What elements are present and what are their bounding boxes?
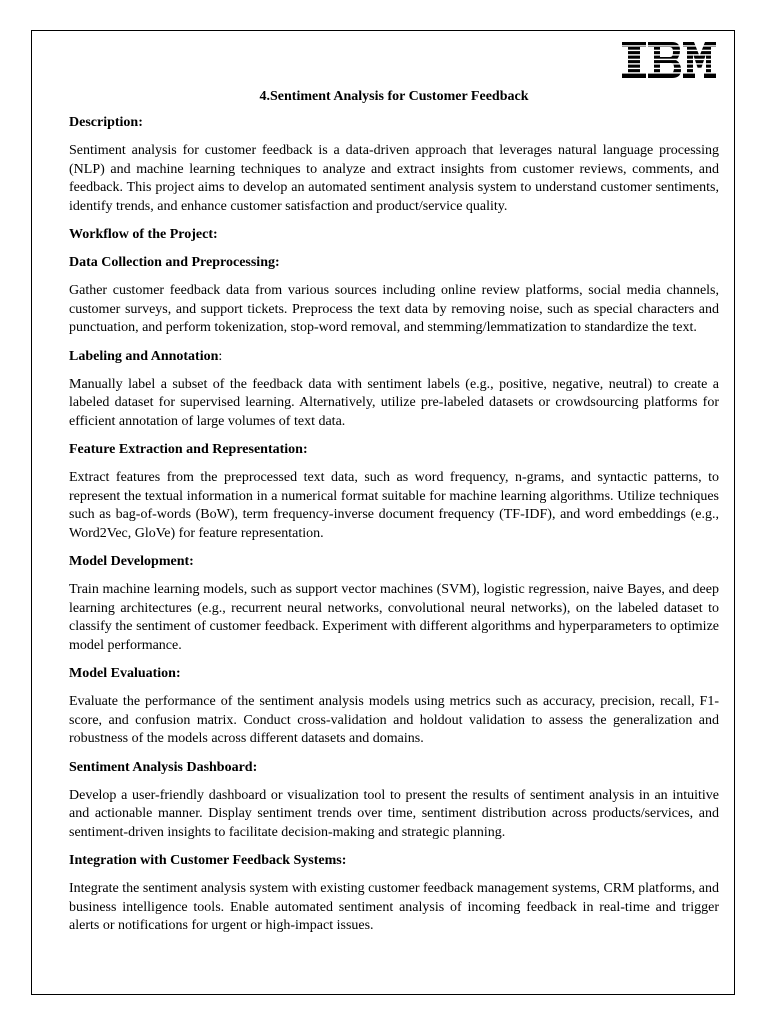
section-body: Develop a user-friendly dashboard or visualization tool to present the results of sentiment analysis in an intuitive and actionable manner. Display sentiment trends over time, sentiment distribution across products/services, and sentiment-driven insights to facilitate decision-making and strategic planning. [69, 787, 719, 840]
section-feature-extraction [69, 441, 719, 543]
section-body: Evaluate the performance of the sentiment analysis models using metrics such as accuracy, precision, recall, F1-score, and confusion matrix. Conduct cross-validation and holdout validation to assess the generalization and robustness of the models across different datasets and domains. [69, 694, 719, 746]
section-heading-text: Sentiment Analysis Dashboard: [69, 759, 258, 775]
section-body: Extract features from the preprocessed text data, such as word frequency, n-grams, and syntactic patterns, to represent the textual information in a numerical format suitable for machine learning algorithms. Utilize techniques such as bag-of-words (BoW), term frequency-inverse document frequency (TF-IDF), and word embeddings (e.g., Word2Vec, GloVe) for feature representation. [69, 470, 719, 541]
ibm-logo-icon [622, 42, 716, 78]
section-heading-suffix: : [218, 348, 223, 364]
section-heading [69, 759, 719, 777]
section-heading-text: Model Development: [69, 554, 194, 569]
document-content [69, 88, 719, 946]
section-heading-text: Feature Extraction and Representation: [69, 442, 308, 457]
document-title: 4.Sentiment Analysis for Customer Feedback [259, 89, 529, 104]
section-heading [69, 852, 719, 870]
section-heading-text: Model Evaluation: [69, 666, 181, 681]
section-body: Train machine learning models, such as support vector machines (SVM), logistic regression, naive Bayes, and deep learning architectures (e.g., recurrent neural networks, convolutional neural networks), on the labeled dataset to classify the sentiment of customer feedback. Experiment with different algorithms and hyperparameters to optimize model performance. [69, 582, 719, 653]
section-labeling [69, 348, 719, 432]
section-heading [69, 665, 719, 683]
section-heading-text: Integration with Customer Feedback Systems: [69, 853, 347, 868]
section-heading [69, 254, 719, 272]
description-paragraph: Sentiment analysis for customer feedback is a data-driven approach that leverages natural language processing (NLP) and machine learning techniques to analyze and extract insights from customer reviews, comments, and feedback. This project aims to develop an automated sentiment analysis system to understand customer sentiments, identify trends, and enhance customer satisfaction and product/service quality. [69, 143, 719, 214]
section-dashboard [69, 759, 719, 843]
section-heading-text: Labeling and Annotation [69, 348, 219, 364]
section-model-evaluation [69, 665, 719, 749]
workflow-heading: Workflow of the Project: [69, 227, 218, 242]
section-body: Integrate the sentiment analysis system with existing customer feedback management systems, CRM platforms, and business intelligence tools. Enable automated sentiment analysis of incoming feedback in real-time and trigger alerts or notifications for urgent or high-impact issues. [69, 881, 719, 933]
section-heading [69, 553, 719, 571]
description-heading: Description: [69, 115, 143, 130]
section-body: Gather customer feedback data from various sources including online review platforms, social media channels, customer surveys, and support tickets. Preprocess the text data by removing noise, such as special characters and punctuation, and perform tokenization, stop-word removal, and stemming/lemmatization to standardize the text. [69, 283, 719, 335]
section-heading-text: Data Collection and Preprocessing: [69, 255, 280, 270]
section-integration [69, 852, 719, 936]
section-heading [69, 441, 719, 459]
section-data-collection [69, 254, 719, 338]
section-model-development [69, 553, 719, 655]
section-heading [69, 348, 719, 366]
section-body: Manually label a subset of the feedback data with sentiment labels (e.g., positive, negative, neutral) to create a labeled dataset for supervised learning. Alternatively, utilize pre-labeled datasets or crowdsourcing platforms for efficient annotation of large volumes of text data. [69, 376, 719, 429]
